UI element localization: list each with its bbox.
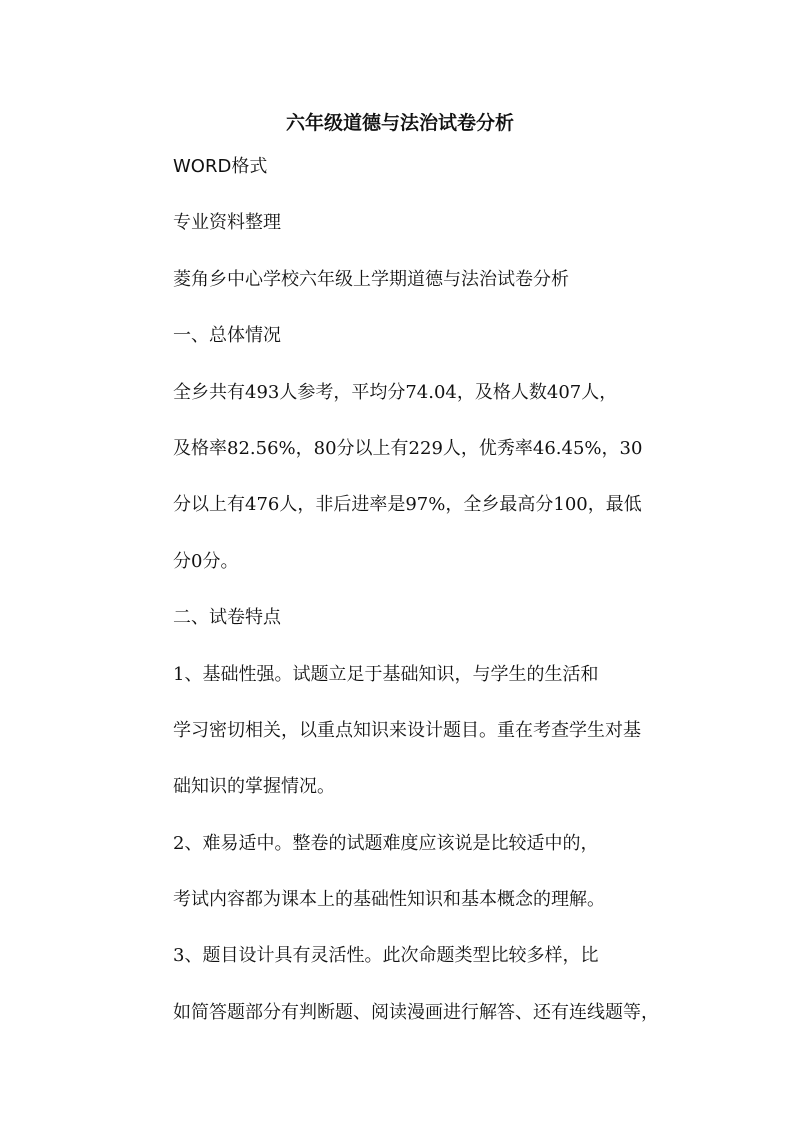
document-title: 六年级道德与法治试卷分析 — [285, 112, 514, 134]
subtitle-label: 专业资料整理 — [173, 212, 281, 233]
paragraph-line: 如简答题部分有判断题、阅读漫画进行解答、还有连线题等， — [173, 1002, 659, 1023]
paragraph-line: 3、题目设计具有灵活性。此次命题类型比较多样，比 — [173, 945, 599, 966]
paragraph-line: 分0分。 — [173, 551, 239, 572]
section-heading-features: 二、试卷特点 — [173, 607, 281, 628]
paragraph-line: 1、基础性强。试题立足于基础知识，与学生的生活和 — [173, 664, 599, 685]
paragraph-line: 学习密切相关，以重点知识来设计题目。重在考查学生对基 — [173, 720, 641, 741]
paragraph-line: 分以上有476人，非后进率是97%，全乡最高分100，最低 — [173, 494, 642, 515]
school-heading: 菱角乡中心学校六年级上学期道德与法治试卷分析 — [173, 269, 569, 290]
paragraph-line: 全乡共有493人参考，平均分74.04，及格人数407人， — [173, 382, 618, 403]
section-heading-overview: 一、总体情况 — [173, 325, 281, 346]
paragraph-line: 及格率82.56%，80分以上有229人，优秀率46.45%，30 — [173, 438, 643, 459]
paragraph-line: 考试内容都为课本上的基础性知识和基本概念的理解。 — [173, 889, 605, 910]
paragraph-line: 础知识的掌握情况。 — [173, 776, 335, 797]
paragraph-line: 2、难易适中。整卷的试题难度应该说是比较适中的， — [173, 833, 599, 854]
format-label: WORD格式 — [173, 156, 268, 177]
